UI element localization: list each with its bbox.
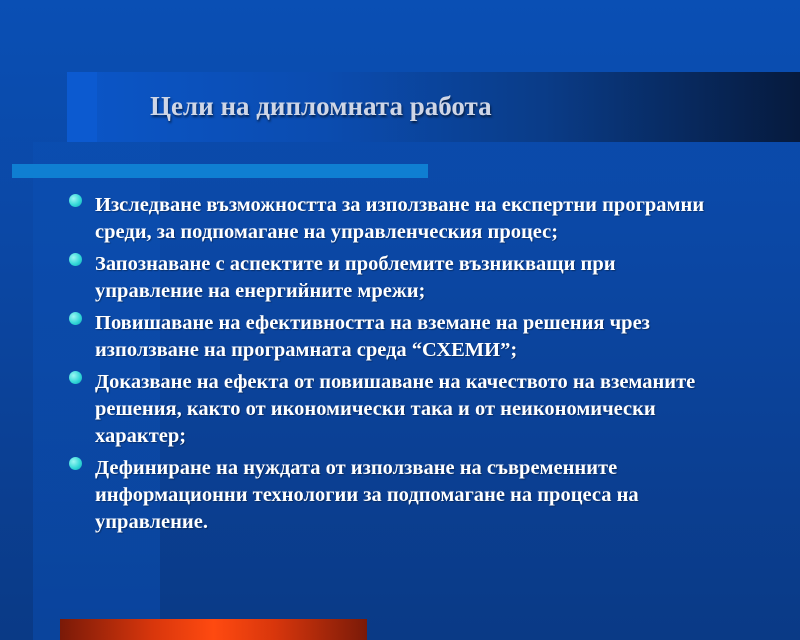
- bullet-dot-icon: [69, 312, 82, 325]
- title-underline-stripe: [12, 164, 428, 178]
- bottom-accent-bar: [60, 619, 367, 640]
- bullet-list: [67, 192, 727, 541]
- bullet-item: [67, 369, 727, 450]
- slide-title: Цели на дипломната работа: [150, 91, 492, 121]
- bullet-dot-icon: [69, 457, 82, 470]
- bullet-text: Запознаване с аспектите и проблемите възникващи при управление на енергийните мрежи;: [95, 253, 616, 302]
- title-bar-accent: [67, 72, 97, 142]
- bullet-item: [67, 310, 727, 364]
- bullet-dot-icon: [69, 194, 82, 207]
- bullet-text: Изследване възможността за използване на експертни програмни среди, за подпомагане на управленческия процес;: [95, 194, 705, 243]
- bullet-item: [67, 192, 727, 246]
- bullet-text: Повишаване на ефективността на вземане на решения чрез използване на програмната среда “СХЕМИ”;: [95, 312, 650, 361]
- bullet-dot-icon: [69, 371, 82, 384]
- bullet-dot-icon: [69, 253, 82, 266]
- bullet-text: Дефиниране на нуждата от използване на съвременните информационни технологии за подпомагане на процеса на управление.: [95, 457, 639, 533]
- bullet-item: [67, 251, 727, 305]
- bullet-text: Доказване на ефекта от повишаване на качеството на вземаните решения, както от икономически така и от неикономически характер;: [95, 371, 696, 447]
- bullet-item: [67, 455, 727, 536]
